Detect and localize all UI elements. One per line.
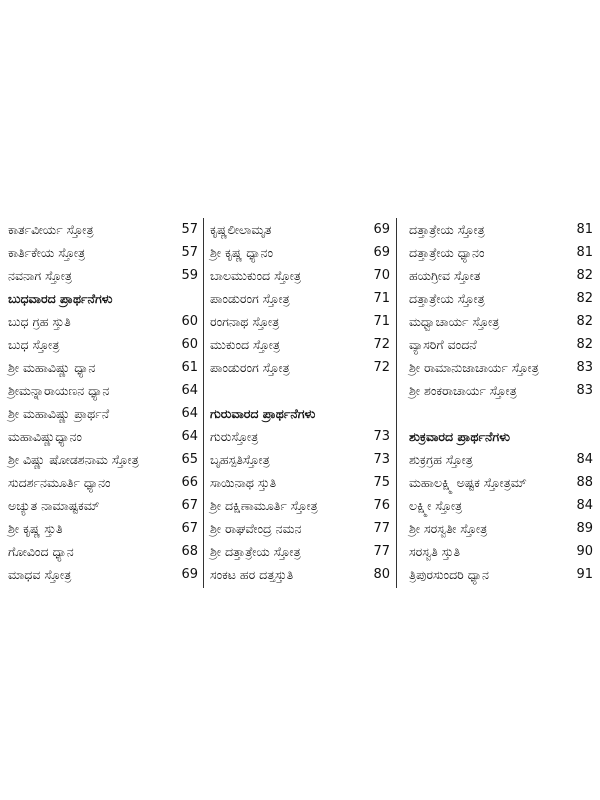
toc-entry [403,379,595,402]
page-number: 73 [373,452,390,467]
entry-title: ಕಾರ್ತವೀರ್ಯ ಸ್ತೋತ್ರ [8,221,94,237]
section-heading-friday: ಶುಕ್ರವಾರದ ಪ್ರಾರ್ಥನೆಗಳು [409,428,510,444]
entry-title: ವ್ಯಾಸರಿಗೆ ವಂದನೆ [409,336,477,352]
entry-title: ಶ್ರೀ ವಿಷ್ಣು ಷೋಡಶನಾಮ ಸ್ತೋತ್ರ [8,451,139,467]
toc-entry [204,264,396,287]
entry-list-b [204,425,396,586]
entry-title: ನವನಾಗ ಸ್ತೋತ್ರ [8,267,72,283]
entry-title: ಲಕ್ಷ್ಮೀ ಸ್ತೋತ್ರ [409,497,463,513]
entry-title: ಸಾಯಿನಾಥ ಸ್ತುತಿ [210,474,277,490]
entry-title: ಬಾಲಮುಕುಂದ ಸ್ತೋತ್ರ [210,267,302,283]
toc-entry [403,264,595,287]
toc-entry [8,517,200,540]
entry-list-b [403,448,595,586]
entry-title: ಕಾರ್ತಿಕೇಯ ಸ್ತೋತ್ರ [8,244,86,260]
entry-title: ದತ್ತಾತ್ರೇಯ ಸ್ತೋತ್ರ [409,290,485,306]
page-number: 69 [181,567,198,582]
page-number: 60 [181,314,198,329]
toc-entry [204,333,396,356]
entry-title: ಅಚ್ಯುತ ನಾಮಾಷ್ಟಕಮ್ [8,497,100,513]
entry-title: ಶ್ರೀ ದತ್ತಾತ್ರೇಯ ಸ್ತೋತ್ರ [210,543,301,559]
entry-title: ಶ್ರೀ ಮಹಾವಿಷ್ಣು ಪ್ರಾರ್ಥನೆ [8,405,110,421]
toc-column-3 [403,218,595,586]
entry-title: ಬೃಹಸ್ಪತಿಸ್ತೋತ್ರ [210,451,270,467]
toc-column-2 [203,218,397,588]
entry-title: ಕೃಷ್ಣಲೀಲಾಮೃತ [210,221,272,237]
toc-entry [403,471,595,494]
toc-entry [8,425,200,448]
entry-title: ಶ್ರೀ ದಕ್ಷಿಣಾಮೂರ್ತಿ ಸ್ತೋತ್ರ [210,497,318,513]
toc-entry [8,494,200,517]
entry-title: ಪಾಂಡುರಂಗ ಸ್ತೋತ್ರ [210,290,290,306]
page-number: 66 [181,475,198,490]
toc-entry [403,448,595,471]
entry-title: ಬುಧ ಗ್ರಹ ಸ್ತುತಿ [8,313,71,329]
toc-column-1 [8,218,200,586]
entry-title: ಸುದರ್ಶನಮೂರ್ತಿ ಧ್ಯಾನಂ [8,474,111,490]
entry-title: ಗೋವಿಂದ ಧ್ಯಾನ [8,543,74,559]
toc-entry [204,517,396,540]
toc-entry [403,494,595,517]
page-number: 75 [373,475,390,490]
entry-title: ಶ್ರೀ ರಾಮಾನುಜಾಚಾರ್ಯ ಸ್ತೋತ್ರ [409,359,539,375]
page-number: 82 [576,268,593,283]
page-number: 80 [373,567,390,582]
entry-title: ಗುರುಸ್ತೋತ್ರ [210,428,259,444]
toc-entry [204,540,396,563]
entry-list-b [8,310,200,586]
toc-entry [403,310,595,333]
page-number: 88 [576,475,593,490]
toc-entry [204,494,396,517]
page-number: 91 [576,567,593,582]
page-number: 81 [576,245,593,260]
entry-title: ಶ್ರೀ ಸರಸ್ವತೀ ಸ್ತೋತ್ರ [409,520,488,536]
toc-entry [8,402,200,425]
toc-entry [8,241,200,264]
toc-entry [8,333,200,356]
entry-title: ಸರಸ್ವತಿ ಸ್ತುತಿ [409,543,461,559]
toc-entry [403,241,595,264]
entry-title: ಶ್ರೀ ಶಂಕರಾಚಾರ್ಯ ಸ್ತೋತ್ರ [409,382,517,398]
toc-entry [204,563,396,586]
entry-title: ತ್ರಿಪುರಸುಂದರಿ ಧ್ಯಾನ [409,566,489,582]
entry-list-a [8,218,200,287]
toc-entry [204,218,396,241]
page-number: 73 [373,429,390,444]
page-number: 77 [373,544,390,559]
entry-title: ಮಾಧವ ಸ್ತೋತ್ರ [8,566,72,582]
toc-entry [403,287,595,310]
page-number: 68 [181,544,198,559]
page-number: 81 [576,222,593,237]
entry-title: ಶ್ರೀ ಕೃಷ್ಣ ಧ್ಯಾನಂ [210,244,273,260]
page-number: 83 [576,360,593,375]
entry-title: ಪಾಂಡುರಂಗ ಸ್ತೋತ್ರ [210,359,290,375]
page-number: 84 [576,452,593,467]
entry-title: ಬುಧ ಸ್ತೋತ್ರ [8,336,60,352]
page-number: 71 [373,291,390,306]
toc-entry [8,563,200,586]
page-number: 82 [576,314,593,329]
page-number: 61 [181,360,198,375]
entry-title: ಶುಕ್ರಗ್ರಹ ಸ್ತೋತ್ರ [409,451,473,467]
toc-entry [204,287,396,310]
toc-entry [8,471,200,494]
entry-title: ಮಹಾಲಕ್ಷ್ಮಿ ಅಷ್ಟಕ ಸ್ತೋತ್ರಮ್ [409,474,527,490]
page-number: 65 [181,452,198,467]
page-number: 72 [373,360,390,375]
page-number: 60 [181,337,198,352]
toc-entry [204,310,396,333]
page-number: 84 [576,498,593,513]
toc-entry [8,379,200,402]
toc-entry [8,310,200,333]
entry-title: ಮಧ್ವಾಚಾರ್ಯ ಸ್ತೋತ್ರ [409,313,500,329]
page-number: 72 [373,337,390,352]
toc-entry [204,471,396,494]
toc-entry [204,448,396,471]
page-number: 77 [373,521,390,536]
page-number: 67 [181,498,198,513]
page-number: 76 [373,498,390,513]
entry-list-a [403,218,595,402]
page-number: 64 [181,406,198,421]
entry-title: ರಂಗನಾಥ ಸ್ತೋತ್ರ [210,313,280,329]
entry-title: ಶ್ರೀ ಮಹಾವಿಷ್ಣು ಧ್ಯಾನ [8,359,96,375]
toc-entry [403,356,595,379]
section-heading-wednesday: ಬುಧವಾರದ ಪ್ರಾರ್ಥನೆಗಳು [8,290,113,306]
entry-title: ಮುಕುಂದ ಸ್ತೋತ್ರ [210,336,280,352]
page-number: 64 [181,429,198,444]
toc-entry [403,563,595,586]
toc-entry [403,333,595,356]
toc-entry [403,218,595,241]
page-number: 82 [576,337,593,352]
page-number: 57 [181,222,198,237]
section-heading-thursday: ಗುರುವಾರದ ಪ್ರಾರ್ಥನೆಗಳು [210,405,316,421]
toc-entry [204,356,396,379]
entry-title: ಸಂಕಟ ಹರ ದತ್ತಸ್ತುತಿ [210,566,294,582]
toc-entry [8,356,200,379]
entry-title: ಹಯಗ್ರೀವ ಸ್ತೋತ [409,267,481,283]
page-number: 83 [576,383,593,398]
toc-entry [8,218,200,241]
page-number: 69 [373,222,390,237]
page-number: 59 [181,268,198,283]
entry-title: ದತ್ತಾತ್ರೇಯ ಧ್ಯಾನಂ [409,244,485,260]
page-number: 67 [181,521,198,536]
toc-entry [403,517,595,540]
toc-entry [204,425,396,448]
toc-entry [8,540,200,563]
entry-title: ಶ್ರೀ ರಾಘವೇಂದ್ರ ನಮನ [210,520,302,536]
toc-entry [204,241,396,264]
toc-entry [8,264,200,287]
page-number: 71 [373,314,390,329]
spacer [403,402,595,425]
entry-title: ಮಹಾವಿಷ್ಣುಧ್ಯಾನಂ [8,428,82,444]
page-number: 89 [576,521,593,536]
entry-title: ಶ್ರೀಮನ್ನಾರಾಯಣನ ಧ್ಯಾನ [8,382,110,398]
toc-entry [403,540,595,563]
entry-list-a [204,218,396,379]
page-number: 70 [373,268,390,283]
page-number: 90 [576,544,593,559]
page-number: 64 [181,383,198,398]
page-number: 69 [373,245,390,260]
page-number: 82 [576,291,593,306]
entry-title: ಶ್ರೀ ಕೃಷ್ಣ ಸ್ತುತಿ [8,520,63,536]
page-number: 57 [181,245,198,260]
entry-title: ದತ್ತಾತ್ರೇಯ ಸ್ತೋತ್ರ [409,221,485,237]
spacer [204,379,396,402]
toc-entry [8,448,200,471]
